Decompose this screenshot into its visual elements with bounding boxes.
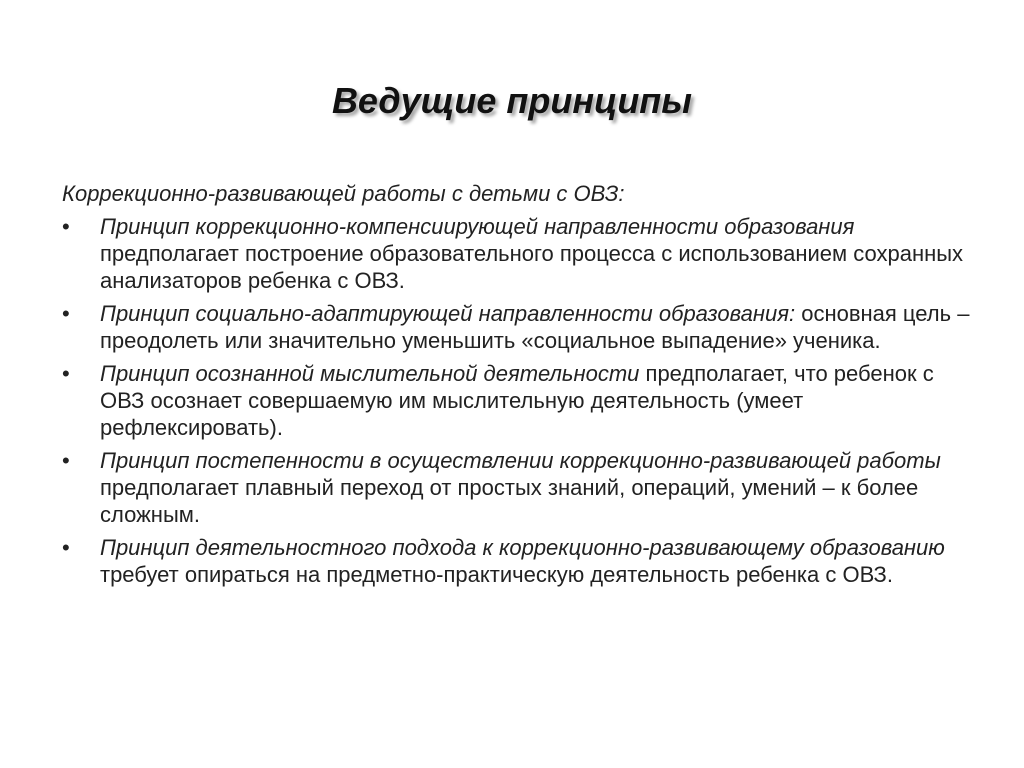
bullet-icon: •: [62, 448, 70, 473]
bullet-icon: •: [62, 301, 70, 326]
list-item: [62, 300, 972, 354]
list-item: [62, 213, 972, 294]
principle-text: основная цель – преодолеть или значительно уменьшить «социальное выпадение» ученика.: [100, 301, 970, 353]
principle-text: требует опираться на предметно-практическую деятельность ребенка с ОВЗ.: [100, 562, 893, 587]
principle-name: Принцип деятельностного подхода к коррекционно-развивающему образованию: [100, 535, 945, 560]
principles-list: [62, 213, 972, 588]
slide-title: Ведущие принципы: [331, 80, 693, 121]
principle-text: предполагает построение образовательного процесса с использованием сохранных анализаторов ребенка с ОВЗ.: [100, 241, 964, 293]
list-item: [62, 360, 972, 441]
principle-name: Принцип осознанной мыслительной деятельности: [100, 361, 640, 386]
principle-text: предполагает плавный переход от простых знаний, операций, умений – к более сложным.: [100, 475, 919, 527]
slide-content: [62, 180, 972, 594]
principle-text: предполагает, что ребенок с ОВЗ осознает совершаемую им мыслительную деятельность (умеет рефлексировать).: [100, 361, 934, 440]
list-item: [62, 447, 972, 528]
list-item: [62, 534, 972, 588]
bullet-icon: •: [62, 535, 70, 560]
intro-text: Коррекционно-развивающей работы с детьми с ОВЗ:: [62, 181, 625, 206]
principle-name: Принцип коррекционно-компенсиирующей направленности образования: [100, 214, 855, 239]
principle-name: Принцип постепенности в осуществлении коррекционно-развивающей работы: [100, 448, 941, 473]
bullet-icon: •: [62, 214, 70, 239]
principle-name: Принцип социально-адаптирующей направленности образования:: [100, 301, 796, 326]
bullet-icon: •: [62, 361, 70, 386]
